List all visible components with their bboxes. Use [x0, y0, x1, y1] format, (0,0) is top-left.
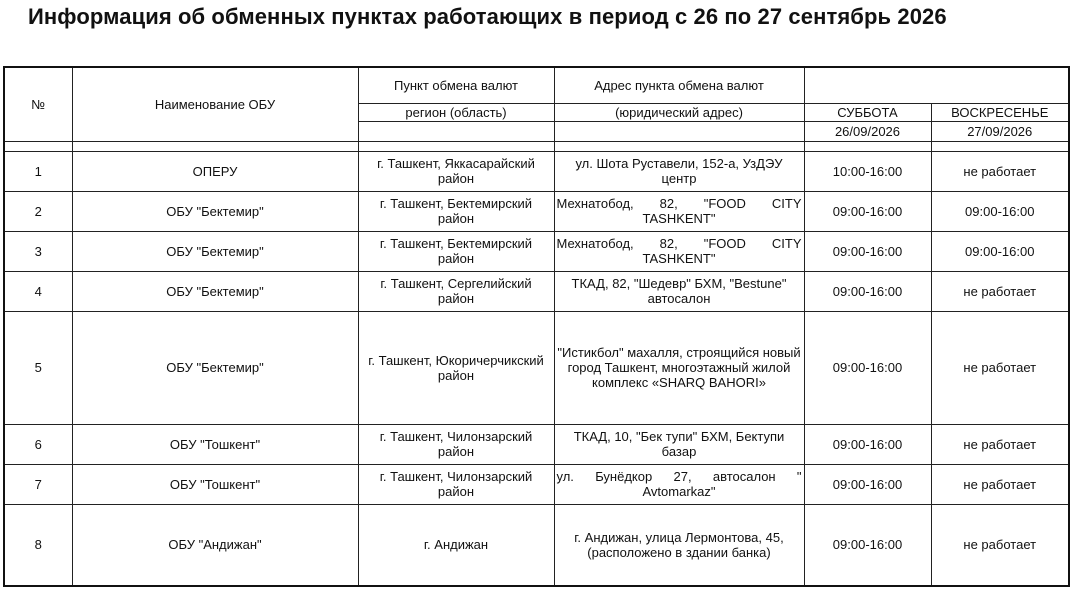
row-num: 2	[4, 191, 72, 231]
row-region: г. Ташкент, Чилонзарский район	[358, 424, 554, 464]
header-sun: ВОСКРЕСЕНЬЕ	[931, 103, 1069, 121]
page-title: Информация об обменных пунктах работающих в период с 26 по 27 сентябрь 2026	[28, 4, 947, 29]
row-sun: не работает	[931, 151, 1069, 191]
row-sat: 09:00-16:00	[804, 191, 931, 231]
row-region: г. Ташкент, Чилонзарский район	[358, 464, 554, 504]
table-row	[4, 464, 1069, 504]
header-region: регион (область)	[358, 103, 554, 121]
row-address: г. Андижан, улица Лермонтова, 45, (расположено в здании банка)	[554, 504, 804, 586]
row-address: ТКАД, 82, "Шедевр" БХМ, "Bestune" автосалон	[554, 271, 804, 311]
exchange-points-table	[3, 66, 1070, 587]
row-sat: 09:00-16:00	[804, 311, 931, 424]
header-sat: СУББОТА	[804, 103, 931, 121]
row-sun: не работает	[931, 504, 1069, 586]
row-region: г. Ташкент, Бектемирский район	[358, 191, 554, 231]
header-legal-blank	[554, 121, 804, 141]
row-name: ОБУ "Бектемир"	[72, 271, 358, 311]
row-sat: 10:00-16:00	[804, 151, 931, 191]
row-sat: 09:00-16:00	[804, 464, 931, 504]
row-num: 3	[4, 231, 72, 271]
row-address: ул. Шота Руставели, 152-а, УзДЭУ центр	[554, 151, 804, 191]
row-num: 5	[4, 311, 72, 424]
header-days-blank	[804, 67, 1069, 103]
row-num: 7	[4, 464, 72, 504]
table-row	[4, 504, 1069, 586]
table-row	[4, 424, 1069, 464]
header-name: Наименование ОБУ	[72, 67, 358, 141]
row-name: ОБУ "Бектемир"	[72, 311, 358, 424]
row-name: ОБУ "Бектемир"	[72, 191, 358, 231]
table-row	[4, 151, 1069, 191]
row-sat: 09:00-16:00	[804, 424, 931, 464]
header-num: №	[4, 67, 72, 141]
row-sat: 09:00-16:00	[804, 271, 931, 311]
table-row	[4, 231, 1069, 271]
table-row	[4, 191, 1069, 231]
row-sat: 09:00-16:00	[804, 231, 931, 271]
row-region: г. Ташкент, Яккасарайский район	[358, 151, 554, 191]
row-region: г. Андижан	[358, 504, 554, 586]
table-row	[4, 311, 1069, 424]
row-region: г. Ташкент, Бектемирский район	[358, 231, 554, 271]
header-legal: (юридический адрес)	[554, 103, 804, 121]
header-region-blank	[358, 121, 554, 141]
row-address: ТКАД, 10, "Бек тупи" БХМ, Бектупи базар	[554, 424, 804, 464]
row-address: Мехнатобод, 82, "FOOD CITY TASHKENT"	[554, 231, 804, 271]
row-sun: не работает	[931, 424, 1069, 464]
row-sun: не работает	[931, 464, 1069, 504]
row-name: ОПЕРУ	[72, 151, 358, 191]
row-num: 6	[4, 424, 72, 464]
row-sat: 09:00-16:00	[804, 504, 931, 586]
header-sun-date: 27/09/2026	[931, 121, 1069, 141]
row-sun: не работает	[931, 271, 1069, 311]
table-row	[4, 271, 1069, 311]
row-address: "Истикбол" махалля, строящийся новый город Ташкент, многоэтажный жилой комплекс «SHARQ BAHORI»	[554, 311, 804, 424]
row-name: ОБУ "Андижан"	[72, 504, 358, 586]
row-address: Мехнатобод, 82, "FOOD CITY TASHKENT"	[554, 191, 804, 231]
row-num: 8	[4, 504, 72, 586]
header-address: Адрес пункта обмена валют	[554, 67, 804, 103]
row-sun: 09:00-16:00	[931, 231, 1069, 271]
row-region: г. Ташкент, Юкоричерчикский район	[358, 311, 554, 424]
row-name: ОБУ "Тошкент"	[72, 424, 358, 464]
row-sun: 09:00-16:00	[931, 191, 1069, 231]
row-num: 4	[4, 271, 72, 311]
header-sat-date: 26/09/2026	[804, 121, 931, 141]
row-sun: не работает	[931, 311, 1069, 424]
row-name: ОБУ "Тошкент"	[72, 464, 358, 504]
row-address: ул. Бунёдкор 27, автосалон " Avtomarkaz"	[554, 464, 804, 504]
header-point: Пункт обмена валют	[358, 67, 554, 103]
row-name: ОБУ "Бектемир"	[72, 231, 358, 271]
row-region: г. Ташкент, Сергелийский район	[358, 271, 554, 311]
row-num: 1	[4, 151, 72, 191]
